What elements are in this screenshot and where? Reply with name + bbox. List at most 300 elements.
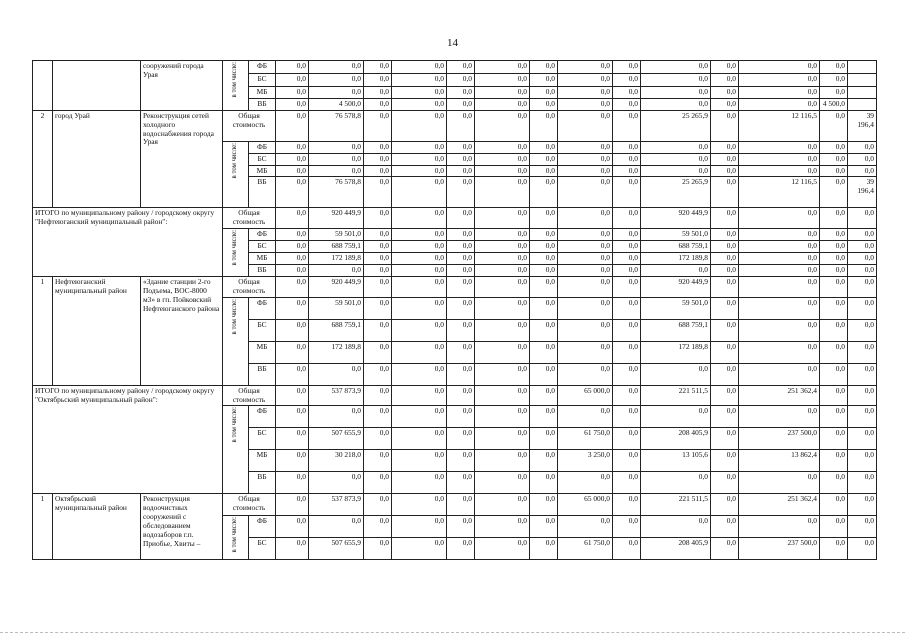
value-cell: 0,0 [475, 61, 530, 74]
value-cell: 0,0 [530, 494, 558, 516]
value-cell: 0,0 [530, 110, 558, 141]
value-cell: 0,0 [711, 177, 739, 208]
value-cell: 0,0 [364, 538, 392, 560]
value-cell: 0,0 [613, 229, 641, 241]
value-cell: 0,0 [820, 276, 848, 297]
value-cell: 688 759,1 [641, 241, 711, 253]
value-cell: 0,0 [711, 472, 739, 494]
value-cell: 0,0 [475, 428, 530, 450]
value-cell: 0,0 [848, 341, 877, 363]
value-cell: 0,0 [364, 110, 392, 141]
value-cell: 0,0 [711, 165, 739, 177]
value-cell: 0,0 [641, 87, 711, 99]
value-cell: 0,0 [739, 319, 820, 341]
value-cell: 0,0 [276, 494, 309, 516]
value-cell: 507 655,9 [309, 428, 364, 450]
value-cell: 0,0 [613, 450, 641, 472]
value-cell: 0,0 [364, 265, 392, 277]
value-cell: 0,0 [447, 472, 475, 494]
table-row [33, 494, 877, 516]
value-cell: 0,0 [530, 229, 558, 241]
value-cell: 0,0 [739, 341, 820, 363]
value-cell: 0,0 [613, 98, 641, 110]
value-cell: 0,0 [613, 253, 641, 265]
in-total-label [223, 297, 249, 385]
value-cell: 0,0 [475, 363, 530, 385]
value-cell: 0,0 [475, 241, 530, 253]
value-cell: 507 655,9 [309, 538, 364, 560]
value-cell: 0,0 [711, 494, 739, 516]
table-row [33, 276, 877, 297]
value-cell: 0,0 [475, 276, 530, 297]
value-cell: 0,0 [447, 428, 475, 450]
value-cell: 0,0 [641, 516, 711, 538]
value-cell: 0,0 [276, 253, 309, 265]
value-cell: 0,0 [475, 265, 530, 277]
total-cost-label: Общая стоимость [223, 385, 276, 406]
value-cell: 0,0 [309, 153, 364, 165]
value-cell: 0,0 [475, 141, 530, 153]
value-cell: 0,0 [848, 208, 877, 229]
value-cell: 0,0 [820, 165, 848, 177]
value-cell: 0,0 [392, 276, 447, 297]
table-row [33, 385, 877, 406]
value-cell: 0,0 [309, 165, 364, 177]
value-cell: 0,0 [447, 319, 475, 341]
value-cell: 920 449,9 [641, 276, 711, 297]
source-label-mb: МБ [249, 87, 276, 99]
value-cell: 0,0 [820, 385, 848, 406]
value-cell: 0,0 [820, 406, 848, 428]
value-cell: 208 405,9 [641, 428, 711, 450]
value-cell: 0,0 [820, 516, 848, 538]
value-cell: 0,0 [711, 385, 739, 406]
value-cell: 0,0 [475, 208, 530, 229]
value-cell [848, 74, 877, 87]
value-cell: 0,0 [711, 229, 739, 241]
source-label-fb: ФБ [249, 141, 276, 153]
value-cell: 0,0 [820, 153, 848, 165]
value-cell: 0,0 [711, 110, 739, 141]
value-cell: 0,0 [613, 494, 641, 516]
value-cell: 0,0 [848, 450, 877, 472]
value-cell: 0,0 [392, 241, 447, 253]
value-cell: 0,0 [276, 297, 309, 319]
value-cell: 0,0 [820, 253, 848, 265]
value-cell: 0,0 [558, 406, 613, 428]
value-cell: 0,0 [530, 363, 558, 385]
value-cell: 0,0 [276, 276, 309, 297]
value-cell: 0,0 [447, 74, 475, 87]
value-cell: 0,0 [392, 406, 447, 428]
value-cell: 0,0 [276, 516, 309, 538]
value-cell: 0,0 [613, 319, 641, 341]
value-cell: 0,0 [820, 472, 848, 494]
source-label-bs: БС [249, 319, 276, 341]
row-number: 2 [33, 110, 53, 208]
value-cell: 0,0 [276, 74, 309, 87]
value-cell: 0,0 [820, 87, 848, 99]
value-cell: 0,0 [848, 229, 877, 241]
value-cell: 0,0 [641, 472, 711, 494]
municipality-name [53, 61, 141, 111]
source-label-vb: ВБ [249, 177, 276, 208]
value-cell: 0,0 [711, 74, 739, 87]
project-name: «Здание станции 2-го Подъема, ВОС-8000 м3» в гп. Пойковский Нефтеюганского района [141, 276, 223, 385]
source-label-fb: ФБ [249, 61, 276, 74]
value-cell: 0,0 [711, 428, 739, 450]
source-label-vb: ВБ [249, 363, 276, 385]
value-cell: 0,0 [820, 494, 848, 516]
value-cell: 0,0 [711, 87, 739, 99]
value-cell: 4 500,0 [309, 98, 364, 110]
value-cell: 172 189,8 [641, 253, 711, 265]
value-cell: 0,0 [613, 74, 641, 87]
value-cell: 920 449,9 [309, 208, 364, 229]
value-cell: 0,0 [848, 153, 877, 165]
value-cell [848, 61, 877, 74]
source-label-fb: ФБ [249, 406, 276, 428]
source-label-fb: ФБ [249, 297, 276, 319]
value-cell: 0,0 [530, 177, 558, 208]
value-cell: 0,0 [475, 87, 530, 99]
value-cell: 0,0 [276, 87, 309, 99]
value-cell: 0,0 [447, 276, 475, 297]
value-cell: 3 250,0 [558, 450, 613, 472]
municipality-name: город Урай [53, 110, 141, 208]
value-cell: 0,0 [641, 165, 711, 177]
value-cell: 12 116,5 [739, 110, 820, 141]
value-cell: 0,0 [475, 177, 530, 208]
value-cell: 0,0 [613, 241, 641, 253]
table-row [33, 110, 877, 141]
value-cell: 0,0 [447, 538, 475, 560]
value-cell: 172 189,8 [309, 341, 364, 363]
value-cell: 0,0 [392, 177, 447, 208]
source-label-mb: МБ [249, 165, 276, 177]
value-cell: 0,0 [364, 319, 392, 341]
value-cell: 0,0 [364, 341, 392, 363]
value-cell: 0,0 [447, 153, 475, 165]
value-cell: 0,0 [558, 363, 613, 385]
value-cell: 0,0 [447, 61, 475, 74]
value-cell: 221 511,5 [641, 385, 711, 406]
value-cell: 0,0 [475, 253, 530, 265]
in-total-label [223, 229, 249, 277]
value-cell: 4 500,0 [820, 98, 848, 110]
value-cell: 0,0 [711, 297, 739, 319]
value-cell: 0,0 [558, 319, 613, 341]
source-label-fb: ФБ [249, 516, 276, 538]
value-cell: 0,0 [309, 87, 364, 99]
value-cell: 0,0 [364, 98, 392, 110]
value-cell: 0,0 [392, 74, 447, 87]
value-cell: 0,0 [820, 110, 848, 141]
value-cell: 0,0 [276, 61, 309, 74]
value-cell: 0,0 [364, 153, 392, 165]
value-cell: 59 501,0 [309, 297, 364, 319]
value-cell: 0,0 [392, 428, 447, 450]
in-total-label [223, 141, 249, 208]
value-cell: 0,0 [558, 276, 613, 297]
value-cell: 0,0 [820, 229, 848, 241]
value-cell: 0,0 [364, 472, 392, 494]
value-cell: 0,0 [739, 363, 820, 385]
value-cell: 0,0 [392, 363, 447, 385]
value-cell: 0,0 [530, 141, 558, 153]
value-cell: 0,0 [613, 363, 641, 385]
value-cell: 0,0 [530, 165, 558, 177]
value-cell: 0,0 [475, 98, 530, 110]
value-cell: 0,0 [820, 538, 848, 560]
value-cell: 0,0 [613, 87, 641, 99]
value-cell: 0,0 [447, 450, 475, 472]
value-cell: 0,0 [309, 516, 364, 538]
value-cell: 0,0 [558, 98, 613, 110]
value-cell: 0,0 [739, 87, 820, 99]
value-cell: 0,0 [739, 229, 820, 241]
in-total-label [223, 406, 249, 494]
value-cell: 0,0 [711, 516, 739, 538]
source-label-mb: МБ [249, 253, 276, 265]
value-cell: 0,0 [392, 265, 447, 277]
table-row [33, 61, 877, 74]
value-cell: 0,0 [739, 265, 820, 277]
value-cell: 0,0 [364, 87, 392, 99]
source-label-bs: БС [249, 538, 276, 560]
value-cell: 0,0 [848, 297, 877, 319]
value-cell: 25 265,9 [641, 177, 711, 208]
value-cell: 0,0 [848, 241, 877, 253]
value-cell: 0,0 [613, 472, 641, 494]
value-cell: 688 759,1 [641, 319, 711, 341]
value-cell: 0,0 [820, 208, 848, 229]
value-cell: 237 500,0 [739, 538, 820, 560]
source-label-fb: ФБ [249, 229, 276, 241]
value-cell: 0,0 [364, 385, 392, 406]
value-cell: 0,0 [447, 494, 475, 516]
value-cell: 0,0 [530, 98, 558, 110]
value-cell: 0,0 [447, 141, 475, 153]
in-total-text: в том числе: [231, 142, 239, 179]
district-total-title: ИТОГО по муниципальному району / городскому округу "Нефтеюганский муниципальный район": [33, 208, 223, 277]
value-cell: 0,0 [276, 177, 309, 208]
in-total-text: в том числе: [231, 230, 239, 266]
value-cell: 172 189,8 [309, 253, 364, 265]
value-cell: 0,0 [392, 450, 447, 472]
source-label-bs: БС [249, 428, 276, 450]
value-cell: 208 405,9 [641, 538, 711, 560]
value-cell: 0,0 [309, 141, 364, 153]
value-cell: 0,0 [447, 363, 475, 385]
value-cell: 0,0 [364, 450, 392, 472]
value-cell: 0,0 [848, 516, 877, 538]
in-total-text: в том числе: [231, 517, 239, 553]
value-cell: 688 759,1 [309, 319, 364, 341]
value-cell: 39 196,4 [848, 110, 877, 141]
value-cell: 0,0 [392, 165, 447, 177]
value-cell: 0,0 [848, 165, 877, 177]
value-cell: 0,0 [848, 385, 877, 406]
value-cell: 0,0 [613, 538, 641, 560]
value-cell: 13 862,4 [739, 450, 820, 472]
value-cell: 0,0 [392, 319, 447, 341]
value-cell: 76 578,8 [309, 110, 364, 141]
value-cell: 0,0 [309, 61, 364, 74]
value-cell: 0,0 [558, 177, 613, 208]
value-cell: 0,0 [641, 98, 711, 110]
value-cell: 0,0 [392, 253, 447, 265]
value-cell: 0,0 [739, 165, 820, 177]
value-cell: 0,0 [276, 428, 309, 450]
value-cell: 0,0 [475, 341, 530, 363]
value-cell: 0,0 [276, 538, 309, 560]
table-row [33, 208, 877, 229]
value-cell: 0,0 [820, 74, 848, 87]
value-cell: 0,0 [530, 428, 558, 450]
value-cell: 0,0 [276, 363, 309, 385]
value-cell: 0,0 [447, 297, 475, 319]
value-cell: 537 873,9 [309, 385, 364, 406]
value-cell: 0,0 [711, 276, 739, 297]
in-total-text: в том числе: [231, 62, 239, 98]
value-cell: 0,0 [475, 450, 530, 472]
value-cell: 0,0 [530, 319, 558, 341]
value-cell: 30 218,0 [309, 450, 364, 472]
value-cell: 0,0 [276, 319, 309, 341]
value-cell: 0,0 [558, 165, 613, 177]
value-cell: 65 000,0 [558, 385, 613, 406]
value-cell: 0,0 [848, 141, 877, 153]
value-cell: 0,0 [739, 516, 820, 538]
value-cell: 0,0 [558, 341, 613, 363]
value-cell: 0,0 [392, 297, 447, 319]
value-cell: 0,0 [475, 74, 530, 87]
total-cost-label: Общая стоимость [223, 110, 276, 141]
value-cell: 0,0 [276, 153, 309, 165]
value-cell: 0,0 [711, 363, 739, 385]
value-cell: 0,0 [558, 516, 613, 538]
value-cell: 0,0 [711, 61, 739, 74]
value-cell: 0,0 [475, 165, 530, 177]
in-total-label [223, 61, 249, 111]
municipality-name: Октябрьский муниципальный район [53, 494, 141, 560]
value-cell: 0,0 [641, 141, 711, 153]
total-cost-label: Общая стоимость [223, 494, 276, 516]
value-cell: 0,0 [530, 297, 558, 319]
value-cell: 0,0 [739, 472, 820, 494]
table-body [33, 61, 877, 560]
value-cell: 251 362,4 [739, 494, 820, 516]
value-cell: 0,0 [475, 494, 530, 516]
district-total-title: ИТОГО по муниципальному району / городскому округу "Октябрьский муниципальный район": [33, 385, 223, 494]
value-cell: 13 105,6 [641, 450, 711, 472]
value-cell: 0,0 [364, 141, 392, 153]
value-cell: 0,0 [711, 265, 739, 277]
value-cell: 0,0 [392, 472, 447, 494]
value-cell: 0,0 [276, 98, 309, 110]
value-cell: 0,0 [392, 516, 447, 538]
value-cell: 0,0 [392, 98, 447, 110]
value-cell: 0,0 [739, 297, 820, 319]
value-cell: 0,0 [739, 74, 820, 87]
value-cell: 0,0 [711, 341, 739, 363]
value-cell: 0,0 [392, 341, 447, 363]
value-cell: 537 873,9 [309, 494, 364, 516]
value-cell: 0,0 [711, 319, 739, 341]
value-cell: 0,0 [530, 61, 558, 74]
value-cell: 0,0 [613, 177, 641, 208]
value-cell: 0,0 [392, 141, 447, 153]
value-cell: 0,0 [711, 406, 739, 428]
value-cell: 0,0 [848, 428, 877, 450]
value-cell: 0,0 [558, 241, 613, 253]
value-cell: 0,0 [848, 319, 877, 341]
value-cell: 0,0 [530, 265, 558, 277]
value-cell: 0,0 [392, 87, 447, 99]
value-cell: 0,0 [364, 241, 392, 253]
value-cell: 0,0 [276, 265, 309, 277]
value-cell: 0,0 [711, 538, 739, 560]
value-cell: 0,0 [364, 516, 392, 538]
source-label-vb: ВБ [249, 98, 276, 110]
row-number [33, 61, 53, 111]
value-cell: 0,0 [711, 208, 739, 229]
value-cell: 0,0 [558, 74, 613, 87]
value-cell: 0,0 [364, 406, 392, 428]
value-cell: 0,0 [739, 253, 820, 265]
value-cell: 0,0 [558, 297, 613, 319]
value-cell: 0,0 [530, 208, 558, 229]
value-cell: 0,0 [530, 406, 558, 428]
value-cell: 0,0 [309, 406, 364, 428]
value-cell: 0,0 [475, 538, 530, 560]
total-cost-label: Общая стоимость [223, 276, 276, 297]
value-cell: 12 116,5 [739, 177, 820, 208]
value-cell: 688 759,1 [309, 241, 364, 253]
value-cell: 0,0 [558, 153, 613, 165]
value-cell: 0,0 [558, 229, 613, 241]
value-cell: 0,0 [447, 385, 475, 406]
value-cell: 0,0 [558, 61, 613, 74]
value-cell: 221 511,5 [641, 494, 711, 516]
source-label-vb: ВБ [249, 265, 276, 277]
value-cell: 0,0 [276, 229, 309, 241]
value-cell: 0,0 [530, 87, 558, 99]
value-cell: 0,0 [848, 538, 877, 560]
value-cell: 0,0 [475, 153, 530, 165]
value-cell: 0,0 [820, 61, 848, 74]
value-cell: 61 750,0 [558, 428, 613, 450]
source-label-bs: БС [249, 74, 276, 87]
value-cell: 0,0 [739, 241, 820, 253]
value-cell: 0,0 [392, 494, 447, 516]
page-edge [0, 632, 905, 633]
value-cell [848, 87, 877, 99]
value-cell: 0,0 [475, 319, 530, 341]
value-cell: 0,0 [447, 241, 475, 253]
budget-table [32, 60, 877, 560]
value-cell: 59 501,0 [641, 297, 711, 319]
value-cell: 0,0 [364, 494, 392, 516]
value-cell: 0,0 [641, 61, 711, 74]
value-cell: 0,0 [530, 516, 558, 538]
value-cell: 0,0 [848, 472, 877, 494]
value-cell: 0,0 [276, 385, 309, 406]
value-cell: 0,0 [276, 165, 309, 177]
in-total-text: в том числе: [231, 407, 239, 443]
value-cell: 0,0 [530, 241, 558, 253]
